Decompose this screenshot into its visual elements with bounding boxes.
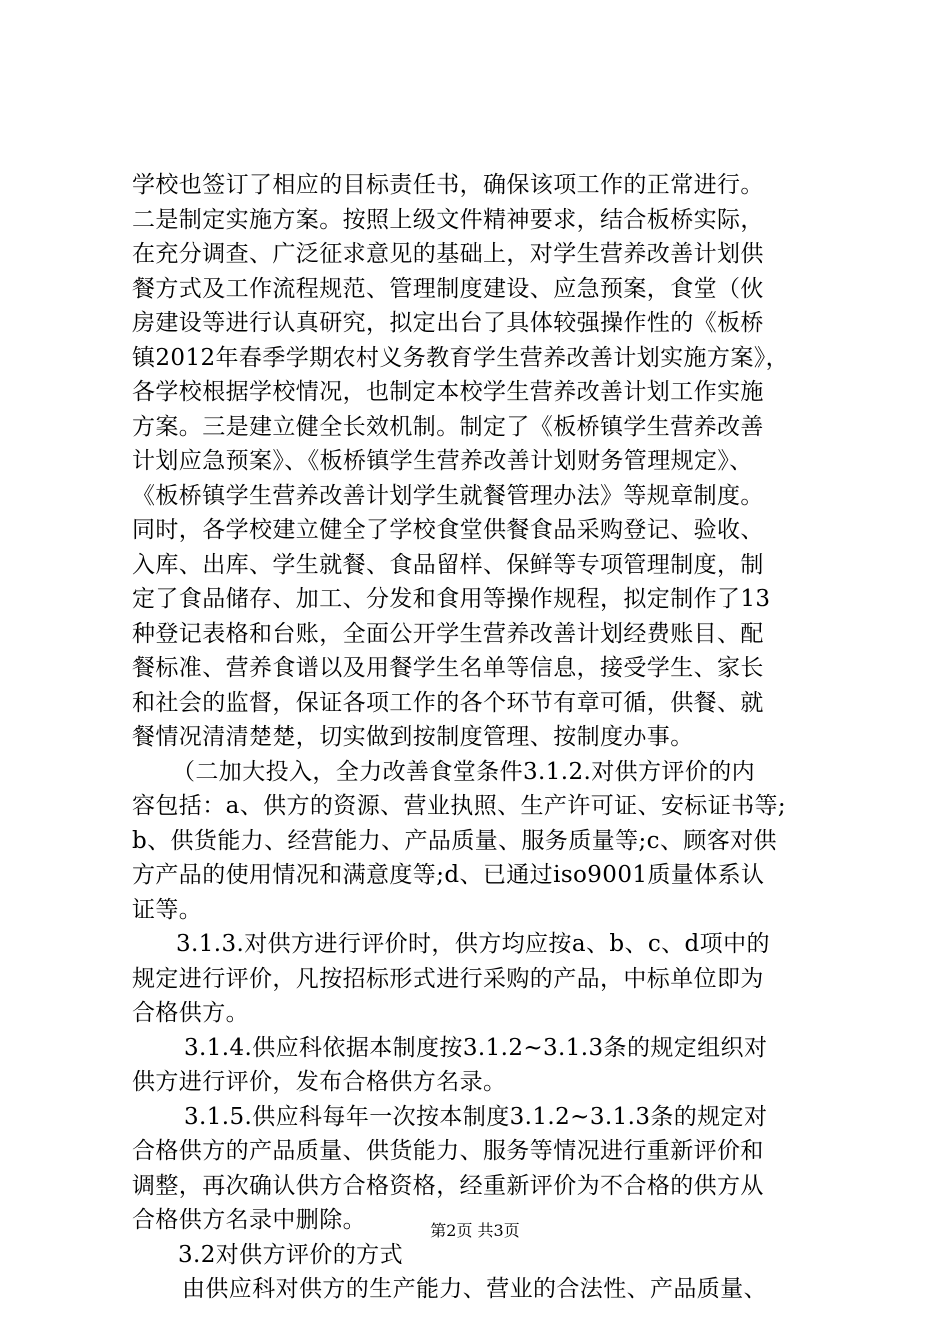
text-line: 证等。 — [132, 896, 203, 923]
body-text — [132, 168, 832, 1307]
text-line: 房建设等进行认真研究，拟定出台了具体较强操作性的《板桥 — [132, 310, 764, 336]
text-line: 方案。三是建立健全长效机制。制定了《板桥镇学生营养改善 — [132, 413, 764, 440]
paragraph-start-line: 3.1.3.对供方进行评价时，供方均应按a、b、c、d项中的 — [176, 931, 770, 957]
text-line: 《板桥镇学生营养改善计划学生就餐管理办法》等规章制度。 — [132, 482, 764, 509]
text-line: 学校也签订了相应的目标责任书，确保该项工作的正常进行。 — [132, 172, 764, 198]
text-line: 合格供方。 — [132, 1000, 249, 1026]
text-line: 在充分调查、广泛征求意见的基础上，对学生营养改善计划供 — [132, 241, 764, 267]
text-line: 方产品的使用情况和满意度等;d、已通过iso9001质量体系认 — [132, 862, 765, 888]
page-footer — [0, 1218, 950, 1241]
paragraph-start-line: 3.1.4.供应科依据本制度按3.1.2~3.1.3条的规定组织对 — [184, 1034, 768, 1061]
text-line: 计划应急预案》、《板桥镇学生营养改善计划财务管理规定》、 — [132, 448, 753, 474]
text-line: 镇2012年春季学期农村义务教育学生营养改善计划实施方案》， — [132, 344, 790, 371]
text-line: 合格供方名录中删除。 — [132, 1207, 366, 1233]
text-line: 同时，各学校建立健全了学校食堂供餐食品采购登记、验收、 — [132, 517, 764, 543]
text-line: b、供货能力、经营能力、产品质量、服务质量等;c、顾客对供 — [132, 827, 777, 854]
text-line: 和社会的监督，保证各项工作的各个环节有章可循，供餐、就 — [132, 689, 764, 716]
text-line: 规定进行评价，凡按招标形式进行采购的产品，中标单位即为 — [132, 965, 764, 992]
text-line: 合格供方的产品质量、供货能力、服务等情况进行重新评价和 — [132, 1138, 764, 1164]
text-line: 入库、出库、学生就餐、食品留样、保鲜等专项管理制度，制 — [132, 551, 764, 578]
text-line: 种登记表格和台账，全面公开学生营养改善计划经费账目、配 — [132, 620, 764, 647]
text-line: 餐情况清清楚楚，切实做到按制度管理、按制度办事。 — [132, 724, 694, 750]
page-number: 第2页 共3页 — [430, 1221, 520, 1240]
text-line: 供方进行评价，发布合格供方名录。 — [132, 1069, 507, 1095]
text-line: 二是制定实施方案。按照上级文件精神要求，结合板桥实际， — [132, 206, 764, 233]
text-line: 调整，再次确认供方合格资格，经重新评价为不合格的供方从 — [132, 1172, 764, 1199]
text-line: 定了食品储存、加工、分发和食用等操作规程，拟定制作了13 — [132, 586, 771, 612]
paragraph-start-line: 由供应科对供方的生产能力、营业的合法性、产品质量、 — [182, 1276, 767, 1302]
text-line: 各学校根据学校情况，也制定本校学生营养改善计划工作实施 — [132, 379, 764, 405]
paragraph-start-line: （二加大投入，全力改善食堂条件3.1.2.对供方评价的内 — [172, 758, 756, 785]
text-line: 容包括：a、供方的资源、营业执照、生产许可证、安标证书等; — [132, 793, 787, 819]
section-heading: 3.2对供方评价的方式 — [178, 1241, 403, 1268]
text-line: 餐标准、营养食谱以及用餐学生名单等信息，接受学生、家长 — [132, 655, 764, 681]
text-line: 餐方式及工作流程规范、管理制度建设、应急预案，食堂（伙 — [132, 275, 764, 302]
paragraph-start-line: 3.1.5.供应科每年一次按本制度3.1.2~3.1.3条的规定对 — [184, 1103, 768, 1130]
